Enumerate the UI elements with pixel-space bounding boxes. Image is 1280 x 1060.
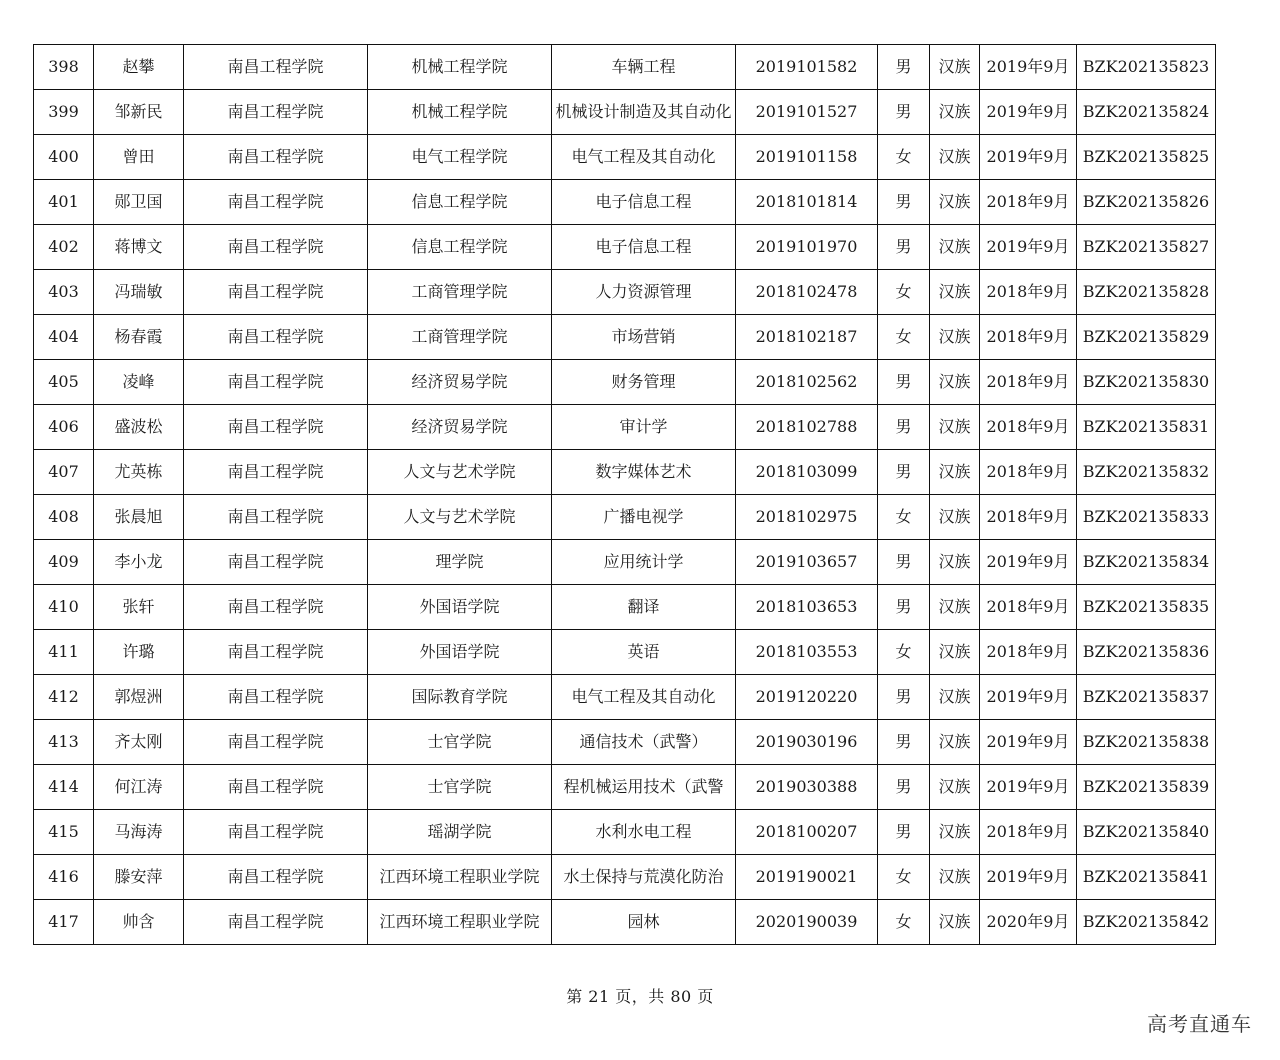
school-cell: 南昌工程学院 <box>184 270 368 315</box>
gender-cell: 男 <box>878 720 930 765</box>
student-id-cell: 2018100207 <box>736 810 878 855</box>
major-cell: 数字媒体艺术 <box>552 450 736 495</box>
student-id-cell: 2018102562 <box>736 360 878 405</box>
name-cell: 滕安萍 <box>94 855 184 900</box>
school-cell: 南昌工程学院 <box>184 315 368 360</box>
name-cell: 齐太刚 <box>94 720 184 765</box>
ethnicity-cell: 汉族 <box>930 765 980 810</box>
seq-cell: 403 <box>34 270 94 315</box>
school-cell: 南昌工程学院 <box>184 585 368 630</box>
cert-number-cell: BZK202135838 <box>1077 720 1216 765</box>
ethnicity-cell: 汉族 <box>930 180 980 225</box>
gender-cell: 男 <box>878 360 930 405</box>
student-id-cell: 2018102788 <box>736 405 878 450</box>
gender-cell: 男 <box>878 225 930 270</box>
student-id-cell: 2019101527 <box>736 90 878 135</box>
gender-cell: 男 <box>878 450 930 495</box>
ethnicity-cell: 汉族 <box>930 495 980 540</box>
table-body <box>34 45 1216 945</box>
major-cell: 人力资源管理 <box>552 270 736 315</box>
enroll-date-cell: 2019年9月 <box>980 225 1077 270</box>
enroll-date-cell: 2019年9月 <box>980 855 1077 900</box>
gender-cell: 女 <box>878 900 930 945</box>
table-row <box>34 630 1216 675</box>
table-row <box>34 135 1216 180</box>
school-cell: 南昌工程学院 <box>184 405 368 450</box>
ethnicity-cell: 汉族 <box>930 90 980 135</box>
ethnicity-cell: 汉族 <box>930 855 980 900</box>
ethnicity-cell: 汉族 <box>930 405 980 450</box>
name-cell: 郧卫国 <box>94 180 184 225</box>
seq-cell: 404 <box>34 315 94 360</box>
college-cell: 工商管理学院 <box>368 315 552 360</box>
school-cell: 南昌工程学院 <box>184 900 368 945</box>
cert-number-cell: BZK202135824 <box>1077 90 1216 135</box>
school-cell: 南昌工程学院 <box>184 225 368 270</box>
ethnicity-cell: 汉族 <box>930 900 980 945</box>
enroll-date-cell: 2018年9月 <box>980 315 1077 360</box>
major-cell: 市场营销 <box>552 315 736 360</box>
page-number: 第 21 页，共 80 页 <box>566 987 714 1006</box>
table-row <box>34 540 1216 585</box>
table-row <box>34 450 1216 495</box>
cert-number-cell: BZK202135829 <box>1077 315 1216 360</box>
major-cell: 电子信息工程 <box>552 180 736 225</box>
student-id-cell: 2019190021 <box>736 855 878 900</box>
table-row <box>34 180 1216 225</box>
seq-cell: 415 <box>34 810 94 855</box>
table-row <box>34 675 1216 720</box>
gender-cell: 男 <box>878 765 930 810</box>
enroll-date-cell: 2018年9月 <box>980 495 1077 540</box>
college-cell: 理学院 <box>368 540 552 585</box>
college-cell: 江西环境工程职业学院 <box>368 900 552 945</box>
student-id-cell: 2019030196 <box>736 720 878 765</box>
school-cell: 南昌工程学院 <box>184 765 368 810</box>
cert-number-cell: BZK202135827 <box>1077 225 1216 270</box>
major-cell: 翻译 <box>552 585 736 630</box>
table-row <box>34 900 1216 945</box>
gender-cell: 女 <box>878 630 930 675</box>
name-cell: 凌峰 <box>94 360 184 405</box>
major-cell: 电子信息工程 <box>552 225 736 270</box>
college-cell: 信息工程学院 <box>368 180 552 225</box>
seq-cell: 412 <box>34 675 94 720</box>
gender-cell: 男 <box>878 405 930 450</box>
school-cell: 南昌工程学院 <box>184 540 368 585</box>
ethnicity-cell: 汉族 <box>930 450 980 495</box>
enroll-date-cell: 2019年9月 <box>980 540 1077 585</box>
gender-cell: 女 <box>878 855 930 900</box>
ethnicity-cell: 汉族 <box>930 540 980 585</box>
seq-cell: 414 <box>34 765 94 810</box>
table-row <box>34 810 1216 855</box>
gender-cell: 女 <box>878 270 930 315</box>
name-cell: 曾田 <box>94 135 184 180</box>
enroll-date-cell: 2019年9月 <box>980 675 1077 720</box>
ethnicity-cell: 汉族 <box>930 720 980 765</box>
gender-cell: 男 <box>878 90 930 135</box>
college-cell: 人文与艺术学院 <box>368 495 552 540</box>
seq-cell: 411 <box>34 630 94 675</box>
ethnicity-cell: 汉族 <box>930 135 980 180</box>
gender-cell: 女 <box>878 315 930 360</box>
school-cell: 南昌工程学院 <box>184 810 368 855</box>
table-row <box>34 45 1216 90</box>
major-cell: 电气工程及其自动化 <box>552 135 736 180</box>
name-cell: 蒋博文 <box>94 225 184 270</box>
enroll-date-cell: 2019年9月 <box>980 720 1077 765</box>
student-id-cell: 2019101582 <box>736 45 878 90</box>
cert-number-cell: BZK202135828 <box>1077 270 1216 315</box>
college-cell: 瑶湖学院 <box>368 810 552 855</box>
name-cell: 邹新民 <box>94 90 184 135</box>
college-cell: 信息工程学院 <box>368 225 552 270</box>
ethnicity-cell: 汉族 <box>930 225 980 270</box>
student-id-cell: 2018102478 <box>736 270 878 315</box>
major-cell: 水土保持与荒漠化防治 <box>552 855 736 900</box>
enroll-date-cell: 2018年9月 <box>980 585 1077 630</box>
ethnicity-cell: 汉族 <box>930 270 980 315</box>
gender-cell: 男 <box>878 675 930 720</box>
major-cell: 机械设计制造及其自动化 <box>552 90 736 135</box>
name-cell: 马海涛 <box>94 810 184 855</box>
college-cell: 江西环境工程职业学院 <box>368 855 552 900</box>
school-cell: 南昌工程学院 <box>184 360 368 405</box>
name-cell: 许璐 <box>94 630 184 675</box>
table-row <box>34 855 1216 900</box>
table-row <box>34 270 1216 315</box>
student-id-cell: 2018102187 <box>736 315 878 360</box>
gender-cell: 女 <box>878 135 930 180</box>
enroll-date-cell: 2018年9月 <box>980 450 1077 495</box>
enroll-date-cell: 2019年9月 <box>980 135 1077 180</box>
cert-number-cell: BZK202135830 <box>1077 360 1216 405</box>
ethnicity-cell: 汉族 <box>930 585 980 630</box>
seq-cell: 402 <box>34 225 94 270</box>
college-cell: 外国语学院 <box>368 585 552 630</box>
major-cell: 程机械运用技术（武警 <box>552 765 736 810</box>
seq-cell: 405 <box>34 360 94 405</box>
name-cell: 杨春霞 <box>94 315 184 360</box>
cert-number-cell: BZK202135837 <box>1077 675 1216 720</box>
seq-cell: 407 <box>34 450 94 495</box>
enroll-date-cell: 2018年9月 <box>980 180 1077 225</box>
major-cell: 应用统计学 <box>552 540 736 585</box>
name-cell: 冯瑞敏 <box>94 270 184 315</box>
school-cell: 南昌工程学院 <box>184 855 368 900</box>
school-cell: 南昌工程学院 <box>184 450 368 495</box>
cert-number-cell: BZK202135826 <box>1077 180 1216 225</box>
name-cell: 帅含 <box>94 900 184 945</box>
table-row <box>34 315 1216 360</box>
name-cell: 盛波松 <box>94 405 184 450</box>
cert-number-cell: BZK202135833 <box>1077 495 1216 540</box>
name-cell: 张轩 <box>94 585 184 630</box>
ethnicity-cell: 汉族 <box>930 315 980 360</box>
ethnicity-cell: 汉族 <box>930 630 980 675</box>
name-cell: 尤英栋 <box>94 450 184 495</box>
seq-cell: 398 <box>34 45 94 90</box>
major-cell: 通信技术（武警） <box>552 720 736 765</box>
seq-cell: 399 <box>34 90 94 135</box>
cert-number-cell: BZK202135823 <box>1077 45 1216 90</box>
enroll-date-cell: 2018年9月 <box>980 630 1077 675</box>
cert-number-cell: BZK202135839 <box>1077 765 1216 810</box>
school-cell: 南昌工程学院 <box>184 675 368 720</box>
name-cell: 李小龙 <box>94 540 184 585</box>
gender-cell: 女 <box>878 495 930 540</box>
gender-cell: 男 <box>878 45 930 90</box>
cert-number-cell: BZK202135841 <box>1077 855 1216 900</box>
school-cell: 南昌工程学院 <box>184 495 368 540</box>
enroll-date-cell: 2018年9月 <box>980 405 1077 450</box>
student-id-cell: 2019120220 <box>736 675 878 720</box>
major-cell: 电气工程及其自动化 <box>552 675 736 720</box>
enroll-date-cell: 2020年9月 <box>980 900 1077 945</box>
gender-cell: 男 <box>878 585 930 630</box>
major-cell: 审计学 <box>552 405 736 450</box>
name-cell: 郭煜洲 <box>94 675 184 720</box>
student-id-cell: 2019030388 <box>736 765 878 810</box>
ethnicity-cell: 汉族 <box>930 360 980 405</box>
seq-cell: 409 <box>34 540 94 585</box>
seq-cell: 417 <box>34 900 94 945</box>
seq-cell: 401 <box>34 180 94 225</box>
seq-cell: 416 <box>34 855 94 900</box>
seq-cell: 413 <box>34 720 94 765</box>
cert-number-cell: BZK202135836 <box>1077 630 1216 675</box>
enroll-date-cell: 2019年9月 <box>980 90 1077 135</box>
college-cell: 国际教育学院 <box>368 675 552 720</box>
cert-number-cell: BZK202135831 <box>1077 405 1216 450</box>
gender-cell: 男 <box>878 810 930 855</box>
college-cell: 机械工程学院 <box>368 90 552 135</box>
college-cell: 士官学院 <box>368 720 552 765</box>
student-id-cell: 2018103653 <box>736 585 878 630</box>
major-cell: 英语 <box>552 630 736 675</box>
enroll-date-cell: 2018年9月 <box>980 270 1077 315</box>
student-id-cell: 2018102975 <box>736 495 878 540</box>
college-cell: 机械工程学院 <box>368 45 552 90</box>
student-id-cell: 2019101158 <box>736 135 878 180</box>
watermark-text: 高考直通车 <box>1147 1012 1252 1036</box>
cert-number-cell: BZK202135840 <box>1077 810 1216 855</box>
student-id-cell: 2019103657 <box>736 540 878 585</box>
ethnicity-cell: 汉族 <box>930 810 980 855</box>
seq-cell: 406 <box>34 405 94 450</box>
major-cell: 财务管理 <box>552 360 736 405</box>
ethnicity-cell: 汉族 <box>930 675 980 720</box>
enroll-date-cell: 2019年9月 <box>980 45 1077 90</box>
college-cell: 士官学院 <box>368 765 552 810</box>
table-row <box>34 90 1216 135</box>
student-table <box>33 44 1216 945</box>
table-row <box>34 405 1216 450</box>
major-cell: 水利水电工程 <box>552 810 736 855</box>
school-cell: 南昌工程学院 <box>184 135 368 180</box>
seq-cell: 410 <box>34 585 94 630</box>
school-cell: 南昌工程学院 <box>184 630 368 675</box>
table-row <box>34 585 1216 630</box>
student-id-cell: 2018103099 <box>736 450 878 495</box>
name-cell: 赵攀 <box>94 45 184 90</box>
seq-cell: 400 <box>34 135 94 180</box>
table-row <box>34 495 1216 540</box>
college-cell: 人文与艺术学院 <box>368 450 552 495</box>
student-id-cell: 2018103553 <box>736 630 878 675</box>
cert-number-cell: BZK202135825 <box>1077 135 1216 180</box>
table-row <box>34 765 1216 810</box>
seq-cell: 408 <box>34 495 94 540</box>
name-cell: 何江涛 <box>94 765 184 810</box>
school-cell: 南昌工程学院 <box>184 90 368 135</box>
college-cell: 经济贸易学院 <box>368 405 552 450</box>
enroll-date-cell: 2018年9月 <box>980 360 1077 405</box>
college-cell: 电气工程学院 <box>368 135 552 180</box>
major-cell: 广播电视学 <box>552 495 736 540</box>
student-id-cell: 2019101970 <box>736 225 878 270</box>
cert-number-cell: BZK202135832 <box>1077 450 1216 495</box>
school-cell: 南昌工程学院 <box>184 45 368 90</box>
student-id-cell: 2018101814 <box>736 180 878 225</box>
major-cell: 园林 <box>552 900 736 945</box>
table-row <box>34 225 1216 270</box>
enroll-date-cell: 2019年9月 <box>980 765 1077 810</box>
cert-number-cell: BZK202135842 <box>1077 900 1216 945</box>
table-row <box>34 360 1216 405</box>
student-id-cell: 2020190039 <box>736 900 878 945</box>
ethnicity-cell: 汉族 <box>930 45 980 90</box>
college-cell: 经济贸易学院 <box>368 360 552 405</box>
college-cell: 工商管理学院 <box>368 270 552 315</box>
name-cell: 张晨旭 <box>94 495 184 540</box>
major-cell: 车辆工程 <box>552 45 736 90</box>
college-cell: 外国语学院 <box>368 630 552 675</box>
cert-number-cell: BZK202135835 <box>1077 585 1216 630</box>
cert-number-cell: BZK202135834 <box>1077 540 1216 585</box>
table-row <box>34 720 1216 765</box>
enroll-date-cell: 2018年9月 <box>980 810 1077 855</box>
school-cell: 南昌工程学院 <box>184 720 368 765</box>
school-cell: 南昌工程学院 <box>184 180 368 225</box>
gender-cell: 男 <box>878 540 930 585</box>
gender-cell: 男 <box>878 180 930 225</box>
